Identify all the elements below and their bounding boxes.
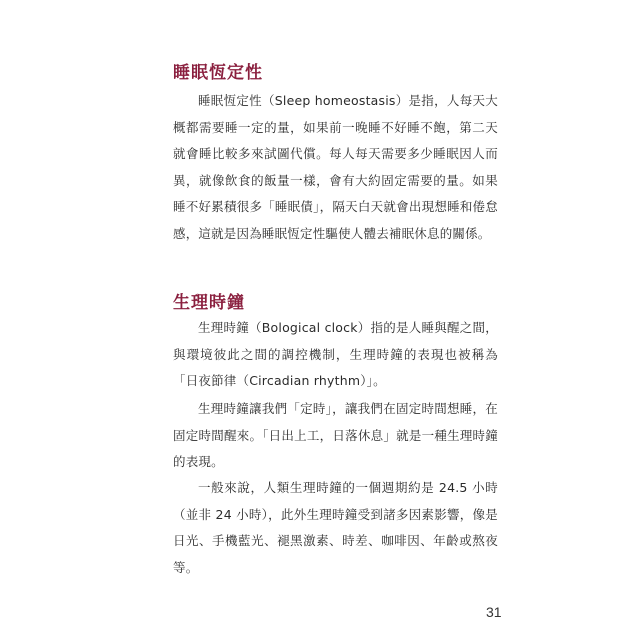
paragraph-biological-clock-timing: 生理時鐘讓我們「定時」，讓我們在固定時間想睡，在固定時間醒來。「日出上工，日落休息」就是一種生理時鐘的表現。 — [173, 401, 498, 469]
paragraph-biological-clock-definition: 生理時鐘（Bological clock）指的是人睡與醒之間，與環境彼此之間的調控機制，生理時鐘的表現也被稱為「日夜節律（Circadian rhythm）」。 — [173, 320, 498, 388]
section-heading-sleep-homeostasis: 睡眠恆定性 — [173, 63, 263, 83]
paragraph-sleep-homeostasis: 睡眠恆定性（Sleep homeostasis）是指，人每天大概都需要睡一定的量，如果前一晚睡不好睡不飽，第二天就會睡比較多來試圖代償。每人每天需要多少睡眠因人而異，就像飲食的飯量一樣，會有大約固定需要的量。如果睡不好累積很多「睡眠債」，隔天白天就會出現想睡和倦怠感，這就是因為睡眠恆定性驅使人體去補眠休息的關係。 — [173, 93, 498, 241]
page-number: 31 — [486, 604, 502, 620]
paragraph-biological-clock-cycle: 一般來說，人類生理時鐘的一個週期約是 24.5 小時（並非 24 小時），此外生理時鐘受到諸多因素影響，像是日光、手機藍光、褪黑激素、時差、咖啡因、年齡或熬夜等。 — [173, 480, 498, 575]
section-heading-biological-clock: 生理時鐘 — [173, 293, 245, 313]
